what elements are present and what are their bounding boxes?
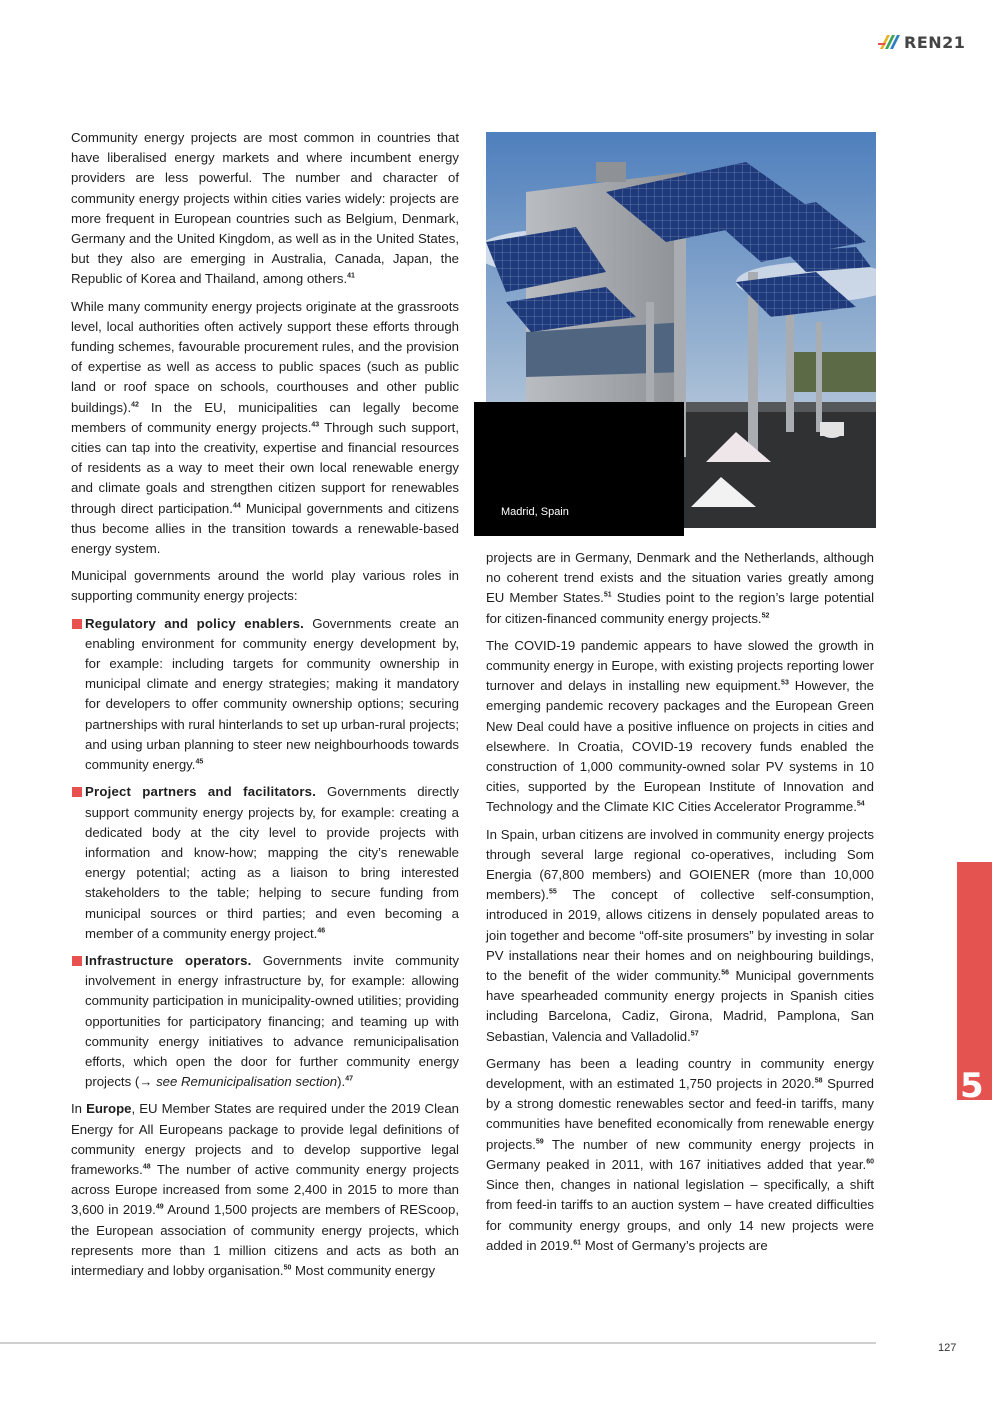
bullet-heading: Infrastructure operators. — [85, 952, 252, 968]
bullet-item — [71, 614, 459, 776]
footnote-ref: 42 — [131, 401, 139, 409]
footnote-ref: 48 — [142, 1163, 151, 1171]
footnote-ref: 44 — [232, 502, 241, 510]
paragraph — [71, 128, 459, 290]
text: Municipal governments and citizens thus become allies in the transition towards a renewable-based energy system. — [71, 500, 460, 557]
text: Since then, changes in national legislation – specifically, a shift from feed-in tariffs to an auction system – have created difficulties for community energy groups, and only 14 new projects were added in 2019. — [486, 1177, 874, 1253]
footnote-ref: 47 — [345, 1075, 354, 1083]
bullet-item — [71, 951, 459, 1092]
bullet-square-icon — [72, 956, 82, 966]
text: Most of Germany’s projects are — [581, 1237, 768, 1253]
footnote-ref: 57 — [690, 1030, 699, 1038]
logo-text: REN21 — [904, 32, 966, 52]
footer-divider — [0, 1342, 876, 1344]
text: Municipal governments have spearheaded community energy projects in Spanish cities including Barcelona, Cadiz, Girona, Madrid, Pamplona, San Sebastian, Valencia and Valladolid. — [486, 968, 874, 1044]
text: Germany has been a leading country in community energy development, with an estimated 1,750 projects in 2020. — [486, 1055, 874, 1092]
bullet-heading: Regulatory and policy enablers. — [85, 615, 305, 631]
paragraph — [71, 297, 459, 560]
text: Through such support, cities can tap into the creativity, expertise and financial resources of residents as a way to meet their own local renewable energy and climate goals and strengthen citizen support for renewables through direct participation. — [71, 419, 459, 516]
section-link[interactable]: → see Remunicipalisation section — [139, 1074, 338, 1090]
bullet-heading: Project partners and facilitators. — [85, 784, 317, 800]
text: Studies point to the region’s large potential for citizen-financed community energy projects. — [486, 590, 875, 626]
footnote-ref: 56 — [721, 969, 730, 977]
photo-caption: Madrid, Spain — [501, 506, 569, 518]
paragraph — [71, 1099, 459, 1281]
footnote-ref: 55 — [549, 888, 557, 896]
footnote-ref: 59 — [535, 1138, 544, 1146]
footnote-ref: 52 — [761, 612, 770, 620]
bullet-square-icon — [72, 787, 82, 797]
footnote-ref: 58 — [814, 1077, 823, 1085]
bullet-body: Governments directly support community energy projects by, for example: creating a dedicated body at the city level to provide projects with information and know-how; mapping the city’s renewable energy potential; acting as a liaison to bring interested stakeholders to the table; helping to secure funding from municipal sources or third parties; and even becoming a member of a community energy project. — [85, 784, 459, 941]
footnote-ref: 50 — [283, 1264, 292, 1272]
text: Around 1,500 projects are members of REScoop, the European association of community energy projects, which represents more than 1 million citizens and acts as both an intermediary and lobby organisation. — [71, 1202, 459, 1278]
paragraph — [486, 825, 874, 1047]
paragraph: Municipal governments around the world play various roles in supporting community energy projects: — [71, 568, 459, 604]
right-column — [486, 548, 874, 1263]
text: Spurred by a strong domestic renewables sector and feed-in tariffs, many communities have benefited economically from renewable energy projects. — [486, 1076, 874, 1152]
text: While many community energy projects originate at the grassroots level, local authorities often actively support these efforts through funding schemes, favourable procurement rules, and the provision of expertise as well as access to public spaces (such as public land or roof space on schools, courthouses and other public buildings). — [71, 298, 459, 415]
page-number: 127 — [938, 1342, 957, 1354]
text: , EU Member States are required under the 2019 Clean Energy for All Europeans package to provide legal definitions of community energy projects and to develop supportive legal frameworks. — [71, 1101, 459, 1177]
text: Most community energy — [291, 1262, 436, 1278]
chapter-tab — [957, 862, 992, 1100]
footnote-ref: 61 — [573, 1239, 582, 1247]
bullet-square-icon — [72, 619, 82, 629]
footnote-ref: 54 — [856, 801, 865, 809]
footnote-ref: 41 — [347, 273, 355, 281]
ren21-logo — [878, 31, 965, 53]
text: In the EU, municipalities can legally become members of community energy projects. — [71, 399, 459, 435]
bullet-body: Governments create an enabling environment for community energy development by, for example: including targets for community ownership in municipal climate and energy strategies; making it mandatory for developers to offer community ownership options; securing partnerships with rural hinterlands to set up urban-rural projects; and using urban planning to steer new neighbourhoods towards community energy. — [85, 615, 459, 773]
bullet-item — [71, 782, 459, 944]
text: In Spain, urban citizens are involved in community energy projects through several large regional co-operatives, including Som Energia (67,800 members) and GOIENER (more than 10,000 members). — [486, 826, 874, 903]
text: However, the emerging pandemic recovery packages and the European Green New Deal could have a positive influence on projects in cities and elsewhere. In Croatia, COVID-19 recovery funds enabled the construction of 1,000 community-owned solar PV systems in 10 cities, supported by the European Institute of Innovation and Technology and the Climate KIC Cities Accelerator Programme. — [486, 678, 874, 815]
footnote-ref: 60 — [866, 1158, 874, 1166]
text: The COVID-19 pandemic appears to have slowed the growth in community energy in Europe, with existing projects reporting lower turnover and delays in installing new equipment. — [486, 637, 874, 694]
text: The number of active community energy projects across Europe increased from some 2,400 in 2015 to more than 3,600 in 2019. — [71, 1161, 459, 1218]
footnote-ref: 51 — [603, 592, 612, 600]
text: The concept of collective self-consumption, introduced in 2019, allows citizens in densely populated areas to join together and become “off-site prosumers” by investing in solar PV installations near their homes and on neighbouring buildings, to the benefit of the wider community. — [486, 887, 874, 984]
footnote-ref: 46 — [317, 927, 326, 935]
bullet-body: Governments invite community involvement in energy infrastructure by, for example: allowing community participation in municipality-owned utilities; providing opportunities for participatory financing; and teaming up with community energy initiatives to advance remunicipalisation efforts, which open the door for further community energy projects ( — [85, 952, 459, 1090]
bullet-tail: ). — [337, 1074, 346, 1090]
footnote-ref: 49 — [155, 1203, 164, 1211]
text: In — [71, 1101, 87, 1117]
text: The number of new community energy projects in Germany peaked in 2011, with 167 initiatives added that year. — [486, 1136, 874, 1172]
text: Community energy projects are most common in countries that have liberalised energy markets and where incumbent energy providers are less powerful. The number and character of community energy projects within cities varies widely: projects are more frequent in European countries such as Belgium, Denmark, Germany and the United Kingdom, as well as in the United States, but they also are emerging in Australia, Canada, Japan, the Republic of Korea and Thailand, among others. — [71, 130, 459, 287]
left-column — [71, 128, 459, 1288]
footnote-ref: 43 — [311, 421, 320, 429]
ren21-logo-mark-icon — [878, 33, 900, 51]
paragraph — [486, 1054, 874, 1256]
chapter-number: 5 — [960, 1066, 984, 1106]
footnote-ref: 53 — [781, 679, 789, 687]
text: projects are in Germany, Denmark and the Netherlands, although no coherent trend exists and the situation varies greatly among EU Member States. — [486, 550, 874, 606]
bold-text: Europe — [86, 1101, 132, 1117]
paragraph — [486, 636, 874, 818]
footnote-ref: 45 — [195, 758, 204, 766]
paragraph — [486, 548, 874, 629]
